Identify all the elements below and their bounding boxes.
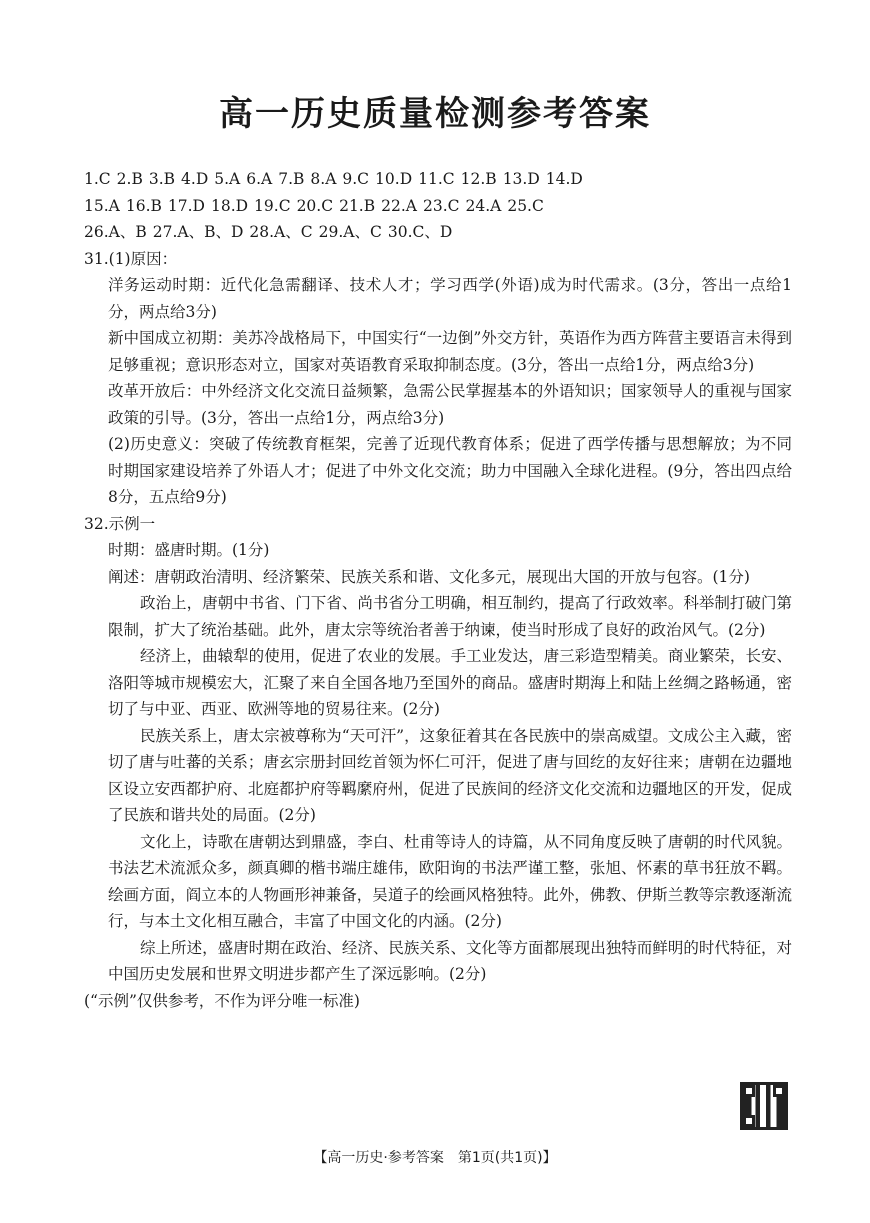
qr-code-icon [740,1082,788,1130]
content-body [84,166,792,1014]
answer-item: 22.A [381,196,417,215]
question-32-head: 32.示例一 [84,514,156,533]
q32-note: (“示例”仅供参考，不作为评分唯一标准) [84,991,360,1010]
question-32 [84,511,792,1015]
answer-item: 21.B [339,196,376,215]
answer-item: 24.A [465,196,502,215]
answer-item: 5.A [214,170,241,188]
q32-summary: 综上所述，盛唐时期在政治、经济、民族关系、文化等方面都展现出独特而鲜明的时代特征，对中国历史发展和世界文明进步都产生了深远影响。(2分) [108,938,792,983]
answer-item: 13.D [502,170,540,188]
q31-reform: 改革开放后：中外经济文化交流日益频繁，急需公民掌握基本的外语知识；国家领导人的重视与国家政策的引导。(3分，答出一点给1分，两点给3分) [108,382,792,427]
q32-period: 时期：盛唐时期。(1分) [108,541,270,559]
answer-item: 8.A [310,170,337,188]
answer-row-3 [84,219,792,246]
question-31-head: 31.(1)原因： [84,249,178,268]
q32-ethnic: 民族关系上，唐太宗被尊称为“天可汗”，这象征着其在各民族中的崇高威望。文成公主入藏，密切了唐与吐蕃的关系；唐玄宗册封回纥首领为怀仁可汗，促进了唐与回纥的友好往来；唐朝在边疆地区设立安西都护府、北庭都护府等羁縻府州，促进了民族间的经济文化交流和边疆地区的开发，促成了民族和谐共处的局面。(2分) [108,726,792,824]
answer-row-2 [84,193,792,220]
answer-item: 11.C [418,170,455,188]
answer-item: 29.A、C [318,223,382,241]
answer-item: 2.B [116,170,143,188]
q32-statement: 阐述：唐朝政治清明、经济繁荣、民族关系和谐、文化多元，展现出大国的开放与包容。(1分) [108,567,750,586]
answer-item: 19.C [254,196,291,215]
answer-item: 16.B [125,196,162,215]
answer-item: 23.C [422,196,460,215]
choice-answers [84,166,792,246]
answer-item: 17.D [167,196,205,215]
answer-item: 4.D [181,170,209,188]
answer-item: 30.C、D [387,223,453,241]
answer-item: 28.A、C [249,223,313,241]
answer-item: 6.A [246,170,273,188]
q31-significance: (2)历史意义：突破了传统教育框架，完善了近现代教育体系；促进了西学传播与思想解放；为不同时期国家建设培养了外语人才；促进了中外文化交流；助力中国融入全球化进程。(9分，答出四点给8分，五点给9分) [108,435,792,506]
q32-economy: 经济上，曲辕犁的使用，促进了农业的发展。手工业发达，唐三彩造型精美。商业繁荣，长安、洛阳等城市规模宏大，汇聚了来自全国各地乃至国外的商品。盛唐时期海上和陆上丝绸之路畅通，密切了与中亚、西亚、欧洲等地的贸易往来。(2分) [108,647,792,718]
answer-row-1 [84,166,792,193]
answer-item: 1.C [84,170,111,188]
answer-item: 20.C [296,196,334,215]
answer-item: 10.D [375,170,413,188]
page-title: 高一历史质量检测参考答案 [219,94,651,134]
q32-culture: 文化上，诗歌在唐朝达到鼎盛，李白、杜甫等诗人的诗篇，从不同角度反映了唐朝的时代风貌。书法艺术流派众多，颜真卿的楷书端庄雄伟，欧阳询的书法严谨工整，张旭、怀素的草书狂放不羁。绘画方面，阎立本的人物画形神兼备，吴道子的绘画风格独特。此外，佛教、伊斯兰教等宗教逐渐流行，与本土文化相互融合，丰富了中国文化的内涵。(2分) [108,832,792,930]
answer-item: 15.A [84,196,120,215]
answer-item: 26.A、B [84,223,147,241]
question-31 [84,246,792,511]
answer-item: 25.C [507,196,544,215]
q31-westernization: 洋务运动时期：近代化急需翻译、技术人才；学习西学(外语)成为时代需求。(3分，答出一点给1分，两点给3分) [108,276,792,321]
page-footer: 【高一历史·参考答案 第1页(共1页)】 [313,1150,557,1166]
answer-item: 9.C [342,170,370,188]
answer-item: 27.A、B、D [152,223,244,241]
answer-item: 7.B [278,170,305,188]
answer-item: 3.B [148,170,176,188]
answer-item: 14.D [545,170,583,188]
answer-item: 18.D [210,196,249,215]
q31-early-prc: 新中国成立初期：美苏冷战格局下，中国实行“一边倒”外交方针，英语作为西方阵营主要语言未得到足够重视；意识形态对立，国家对英语教育采取抑制态度。(3分，答出一点给1分，两点给3分) [108,329,792,374]
q32-politics: 政治上，唐朝中书省、门下省、尚书省分工明确，相互制约，提高了行政效率。科举制打破门第限制，扩大了统治基础。此外，唐太宗等统治者善于纳谏，使当时形成了良好的政治风气。(2分) [108,594,792,639]
answer-item: 12.B [460,170,497,188]
